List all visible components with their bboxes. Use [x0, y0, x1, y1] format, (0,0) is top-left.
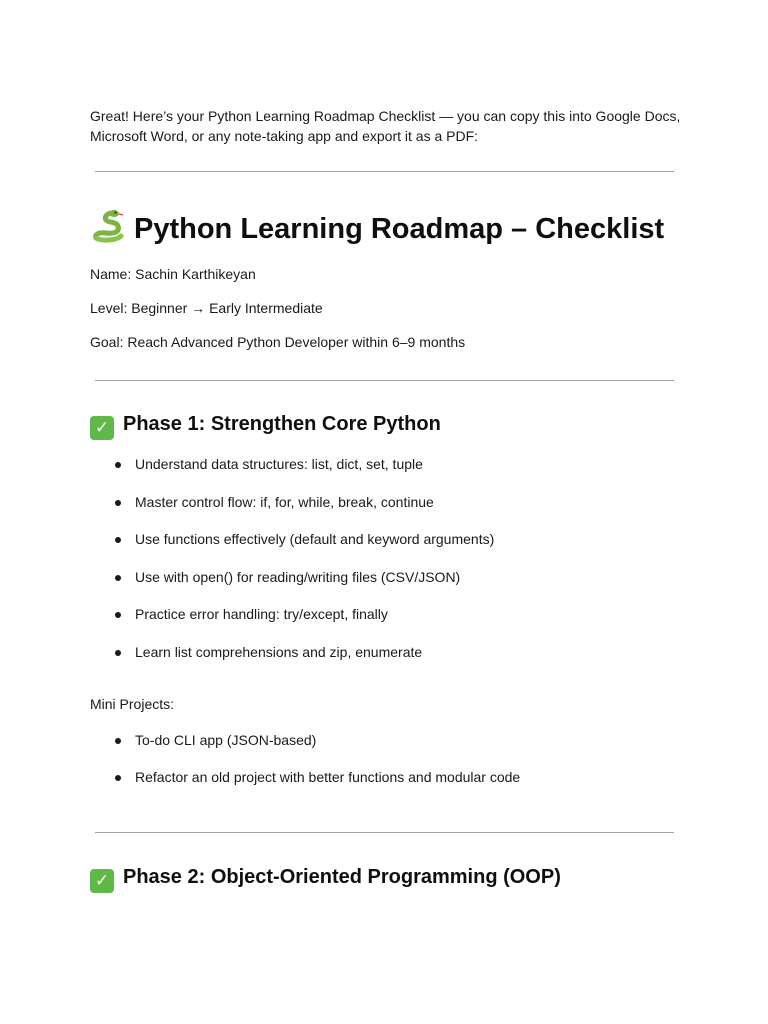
- divider: [95, 171, 674, 172]
- list-item-text: Master control flow: if, for, while, break, continue: [135, 494, 434, 510]
- page-title-text: Python Learning Roadmap – Checklist: [134, 213, 665, 245]
- bullet-icon: [115, 575, 121, 581]
- bullet-icon: [115, 775, 121, 781]
- phase1-heading: [90, 410, 441, 440]
- check-mark-icon: ✓: [90, 416, 114, 440]
- meta-goal: Goal: Reach Advanced Python Developer within 6–9 months: [90, 334, 466, 350]
- list-item-text: Use functions effectively (default and keyword arguments): [135, 531, 495, 547]
- list-item-text: Understand data structures: list, dict, set, tuple: [135, 456, 423, 472]
- divider: [95, 380, 674, 381]
- snake-icon: [90, 208, 126, 244]
- divider: [95, 832, 674, 833]
- bullet-icon: [115, 462, 121, 468]
- intro-paragraph: Great! Here’s your Python Learning Roadmap Checklist — you can copy this into Google Docs, Microsoft Word, or any note-taking app and export it as a PDF:: [90, 108, 681, 144]
- bullet-icon: [115, 738, 121, 744]
- list-item-text: To-do CLI app (JSON-based): [135, 732, 317, 748]
- mini-projects-label: Mini Projects:: [90, 696, 175, 712]
- list-item-text: Refactor an old project with better functions and modular code: [135, 769, 521, 785]
- meta-level: Level: Beginner → Early Intermediate: [90, 300, 323, 316]
- check-mark-icon: ✓: [90, 869, 114, 893]
- phase2-heading: [90, 863, 561, 893]
- meta-name: Name: Sachin Karthikeyan: [90, 266, 256, 282]
- phase1-heading-text: Phase 1: Strengthen Core Python: [123, 413, 441, 435]
- bullet-icon: [115, 537, 121, 543]
- phase2-heading-text: Phase 2: Object-Oriented Programming (OOP): [123, 866, 561, 888]
- list-item-text: Practice error handling: try/except, finally: [135, 606, 388, 622]
- bullet-icon: [115, 612, 121, 618]
- list-item-text: Learn list comprehensions and zip, enumerate: [135, 644, 423, 660]
- bullet-icon: [115, 500, 121, 506]
- page-title: [90, 208, 664, 249]
- list-item-text: Use with open() for reading/writing files (CSV/JSON): [135, 569, 461, 585]
- bullet-icon: [115, 650, 121, 656]
